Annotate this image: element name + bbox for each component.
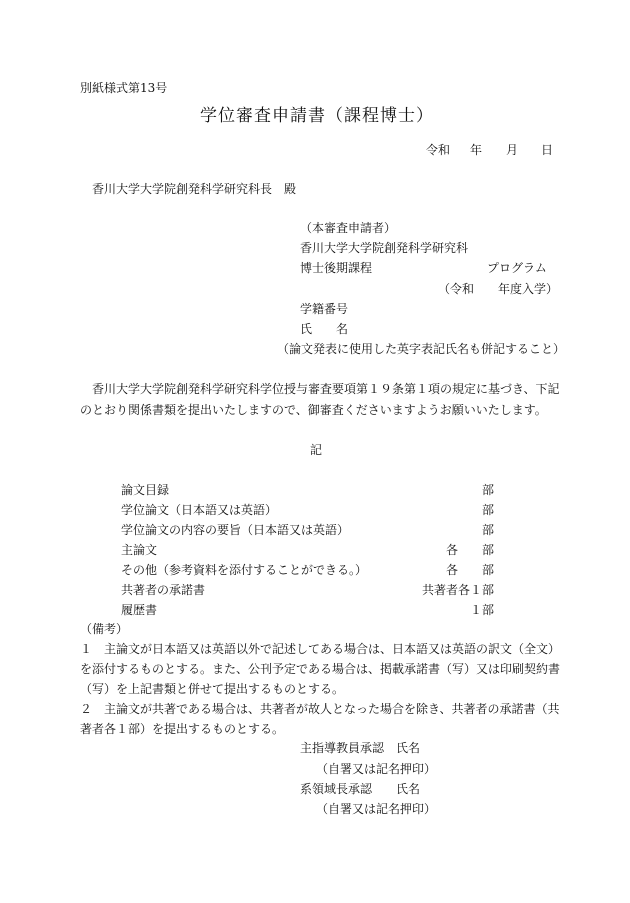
date-day: 日 [541, 143, 554, 157]
document-item: 学位論文の内容の要旨（日本語又は英語） [121, 523, 350, 537]
ki-heading: 記 [310, 443, 323, 457]
dean-approval-label: 系領域長承認 氏名 [300, 782, 421, 796]
document-qty: 各 部 [445, 543, 494, 557]
form-number: 別紙様式第13号 [80, 81, 168, 95]
applicant-course: 博士後期課程 [300, 261, 373, 275]
name-note: （論文発表に使用した英字表記氏名も併記すること） [277, 342, 566, 356]
dean-approval-note: （自署又は記名押印） [316, 802, 437, 816]
document-title: 学位審査申請書（課程博士） [200, 106, 434, 126]
document-item: 論文目録 [121, 483, 170, 497]
document-qty: 部 [481, 483, 494, 497]
remark-2-line: 著者各１部）を提出するものとする。 [80, 722, 285, 736]
document-qty: 共著者各１部 [421, 583, 494, 597]
remarks-heading: （備考） [80, 622, 129, 636]
date-era: 令和 [426, 143, 451, 157]
remark-2-line: ２ 主論文が共著である場合は、共著者が故人となった場合を除き、共著者の承諾書（共 [80, 702, 560, 716]
document-item: 学位論文（日本語又は英語） [121, 503, 278, 517]
applicant-heading: （本審査申請者） [300, 221, 397, 235]
document-item: 共著者の承諾書 [121, 583, 206, 597]
name-label: 氏 名 [300, 322, 349, 336]
advisor-approval-label: 主指導教員承認 氏名 [300, 741, 421, 755]
date-year: 年 [470, 143, 483, 157]
document-qty: 各 部 [445, 563, 494, 577]
remark-1-line: を添付するものとする。また、公刊予定である場合は、掲載承諾書（写）又は印刷契約書 [80, 662, 561, 676]
request-line-1: 香川大学大学院創発科学研究科学位授与審査要項第１９条第１項の規定に基づき、下記 [92, 382, 560, 396]
remark-1-line: １ 主論文が日本語又は英語以外で記述してある場合は、日本語又は英語の訳文（全文） [80, 642, 561, 656]
request-line-2: のとおり関係書類を提出いたしますので、御審査くださいますようお願いいたします。 [80, 403, 547, 417]
document-qty: １部 [469, 603, 494, 617]
applicant-admission: （令和 年度入学） [438, 282, 559, 296]
remark-1-line: （写）を上記書類と併せて提出するものとする。 [80, 682, 345, 696]
date-month: 月 [506, 143, 519, 157]
document-item: 主論文 [121, 543, 158, 557]
document-qty: 部 [481, 523, 494, 537]
applicant-program: プログラム [487, 261, 547, 275]
applicant-school: 香川大学大学院創発科学研究科 [300, 241, 469, 255]
document-qty: 部 [481, 503, 494, 517]
student-id-label: 学籍番号 [300, 302, 349, 316]
document-item: その他（参考資料を添付することができる。） [121, 563, 368, 577]
addressee: 香川大学大学院創発科学研究科長 殿 [92, 182, 297, 196]
advisor-approval-note: （自署又は記名押印） [316, 762, 437, 776]
document-item: 履歴書 [121, 603, 158, 617]
